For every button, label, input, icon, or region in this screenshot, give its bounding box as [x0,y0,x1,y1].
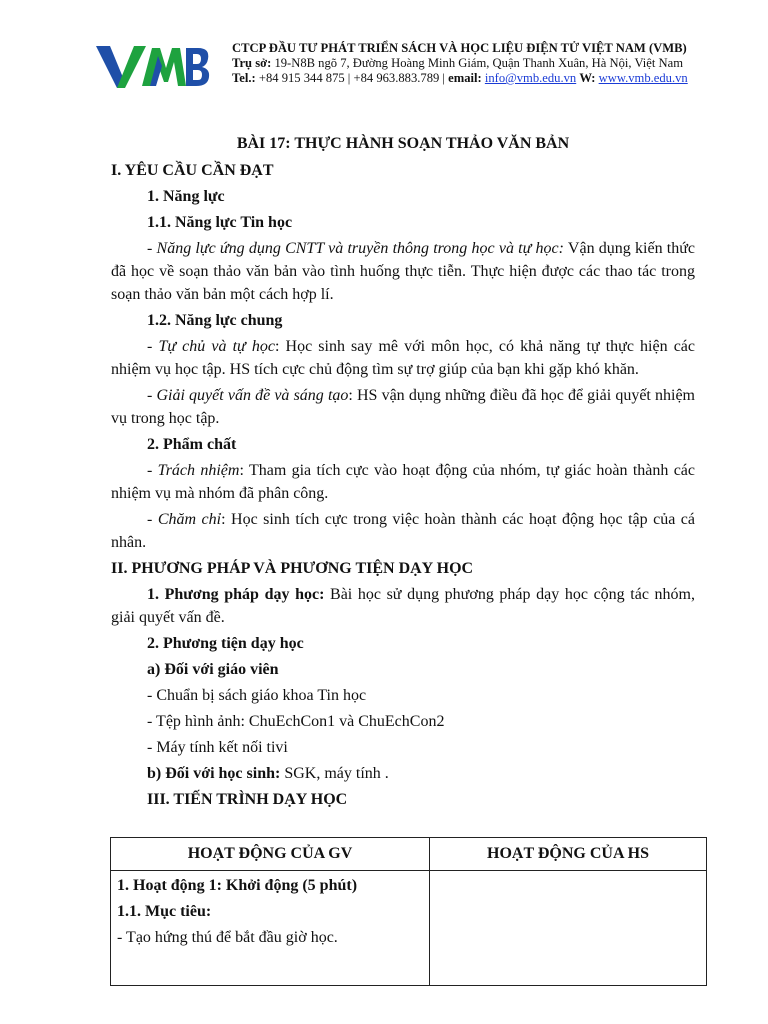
paragraph-text: : HS vận dụng những điều đã học để giải quyết nhiệm vụ trong học tập. [111,387,695,427]
company-name: CTCP ĐẦU TƯ PHÁT TRIỂN SÁCH VÀ HỌC LIỆU ĐIỆN TỬ VIỆT NAM (VMB) [232,41,687,55]
web-label: W: [579,71,596,85]
paragraph-tu-chu: - Tự chủ và tự học: Học sinh say mê với môn học, có khả năng tự thực hiện các nhiệm vụ học tập. HS tích cực chủ động tìm sự trợ giúp của bạn khi gặp khó khăn. [111,338,696,378]
paragraph-emphasis: - Năng lực ứng dụng CNTT và truyền thông trong học và tự học: [147,240,564,257]
paragraph-trach-nhiem: - Trách nhiệm: Tham gia tích cực vào hoạt động của nhóm, tự giác hoàn thành các nhiệm vụ mà nhóm đã phân công. [111,462,696,502]
table-header-row [111,838,707,871]
table-header-teacher: HOẠT ĐỘNG CỦA GV [111,838,430,871]
email-label: email: [448,71,482,85]
paragraph-text: Bài học sử dụng phương pháp dạy học cộng tác nhóm, giải quyết vấn đề. [111,586,695,626]
lesson-title: BÀI 17: THỰC HÀNH SOẠN THẢO VĂN BẢN [236,135,570,152]
subheading-tin-hoc: 1.1. Năng lực Tin học [147,214,293,231]
table-header-student: HOẠT ĐỘNG CỦA HS [430,838,707,871]
objective-text: - Tạo hứng thú để bắt đầu giờ học. [117,929,338,946]
section-heading-2: II. PHƯƠNG PHÁP VÀ PHƯƠNG TIỆN DẠY HỌC [111,560,474,577]
subheading-nang-luc-chung: 1.2. Năng lực chung [147,312,283,329]
subheading-nang-luc: 1. Năng lực [147,188,225,205]
activity-table [110,837,707,986]
paragraph-hoc-sinh [111,762,695,785]
paragraph-phuong-phap [111,583,695,629]
web-link[interactable]: www.vmb.edu.vn [598,71,688,85]
paragraph-text: : Học sinh tích cực trong việc hoàn thành các hoạt động học tập của cá nhân. [111,511,696,551]
paragraph-text: SGK, máy tính . [280,765,389,782]
vmb-logo [94,40,210,92]
company-address [232,56,688,71]
paragraph-cham-chi: - Chăm chỉ: Học sinh tích cực trong việc hoàn thành các hoạt động học tập của cá nhân. [111,511,696,551]
table-cell-student [430,871,707,986]
paragraph-nang-luc-cntt [111,237,695,306]
address-label: Trụ sở: [232,56,272,70]
paragraph-emphasis: Tự chủ và tự học [158,338,275,355]
paragraph-text: : Học sinh say mê với môn học, có khả năng tự thực hiện các nhiệm vụ học tập. HS tích cực chủ động tìm sự trợ giúp của bạn khi gặp khó khăn. [111,338,696,378]
subheading-pham-chat: 2. Phẩm chất [147,436,237,453]
paragraph-emphasis: Giải quyết vấn đề và sáng tạo [156,387,349,404]
paragraph-emphasis: Trách nhiệm [157,462,240,479]
objective-heading: 1.1. Mục tiêu: [117,903,212,920]
section-heading-3: III. TIẾN TRÌNH DẠY HỌC [147,791,348,808]
paragraph-text: Vận dụng kiến thức đã học về soạn thảo văn bản vào tình huống thực tiễn. Thực hiện được các thao tác trong soạn thảo văn bản một cách hợp lí. [111,240,696,303]
list-item: - Máy tính kết nối tivi [147,739,288,756]
paragraph-emphasis: Chăm chỉ [157,511,222,528]
tel-label: Tel.: [232,71,256,85]
activity-heading: 1. Hoạt động 1: Khởi động (5 phút) [117,877,358,894]
section-heading-1: I. YÊU CẦU CẦN ĐẠT [111,162,274,179]
company-contacts [232,71,688,86]
address-text: 19-N8B ngõ 7, Đường Hoàng Minh Giám, Quận Thanh Xuân, Hà Nội, Việt Nam [274,56,684,70]
tel-text: +84 915 344 875 | +84 963.883.789 | [258,71,445,85]
paragraph-bold: b) Đối với học sinh: [147,765,281,782]
subheading-giao-vien: a) Đối với giáo viên [147,661,279,678]
list-item: - Chuẩn bị sách giáo khoa Tin học [147,687,367,704]
paragraph-giai-quyet: - Giải quyết vấn đề và sáng tạo: HS vận dụng những điều đã học để giải quyết nhiệm vụ trong học tập. [111,387,695,427]
paragraph-bold: 1. Phương pháp dạy học: [147,586,325,603]
subheading-phuong-tien: 2. Phương tiện dạy học [147,635,304,652]
table-cell-teacher [111,871,430,986]
document-body [111,132,695,811]
company-info [232,41,688,86]
email-link[interactable]: info@vmb.edu.vn [484,71,577,85]
paragraph-text: : Tham gia tích cực vào hoạt động của nhóm, tự giác hoàn thành các nhiệm vụ mà nhóm đã phân công. [111,462,696,502]
table-row [111,871,707,986]
list-item: - Tệp hình ảnh: ChuEchCon1 và ChuEchCon2 [147,713,445,730]
